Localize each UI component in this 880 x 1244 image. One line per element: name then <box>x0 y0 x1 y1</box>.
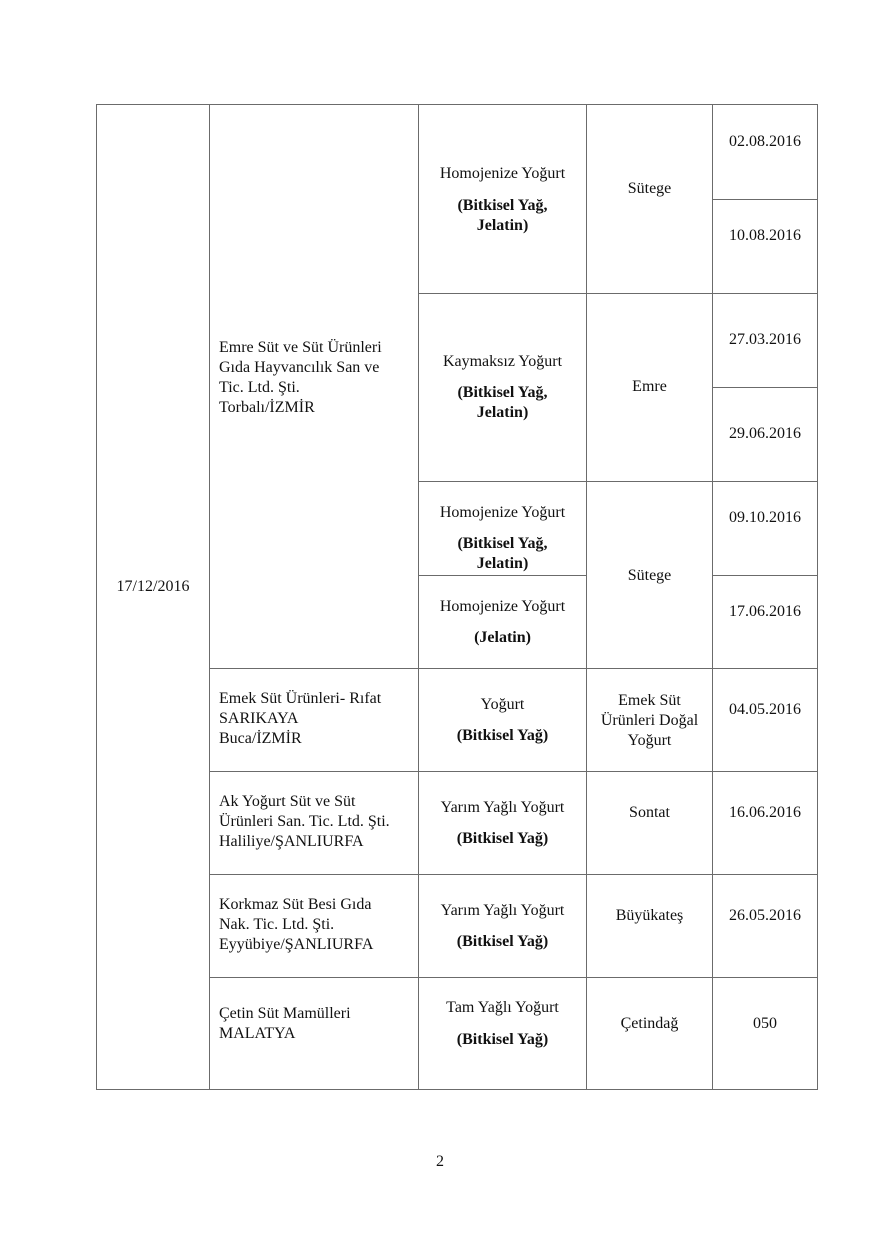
company-line: Korkmaz Süt Besi Gıda <box>219 896 372 913</box>
company-line: Tic. Ltd. Şti. <box>219 379 300 396</box>
product-additive: (Bitkisel Yağ, <box>457 197 548 214</box>
lot-cell <box>712 481 818 576</box>
lot-cell <box>712 668 818 772</box>
lot-text: 17.06.2016 <box>729 603 801 620</box>
brand-cell <box>586 977 713 1090</box>
brand-text: Emre <box>632 378 667 395</box>
company-line: Ak Yoğurt Süt ve Süt <box>219 793 356 810</box>
company-line: Emre Süt ve Süt Ürünleri <box>219 339 382 356</box>
product-name: Homojenize Yoğurt <box>439 504 566 521</box>
company-cell <box>209 874 419 978</box>
company-cell <box>209 104 419 669</box>
product-additive: (Jelatin) <box>474 629 531 646</box>
brand-cell <box>586 104 713 294</box>
company-line: Gıda Hayvancılık San ve <box>219 359 380 376</box>
company-line: Çetin Süt Mamülleri <box>219 1005 351 1022</box>
date-text: 17/12/2016 <box>116 578 190 595</box>
lot-text: 10.08.2016 <box>729 227 801 244</box>
product-cell <box>418 481 587 576</box>
date-cell <box>96 104 210 1090</box>
lot-cell <box>712 874 818 978</box>
company-cell <box>209 668 419 772</box>
product-name: Yarım Yağlı Yoğurt <box>440 902 565 919</box>
product-name: Homojenize Yoğurt <box>439 598 566 615</box>
brand-cell <box>586 293 713 482</box>
company-line: Ürünleri San. Tic. Ltd. Şti. <box>219 813 390 830</box>
lot-cell <box>712 977 818 1090</box>
company-line: Emek Süt Ürünleri- Rıfat <box>219 690 382 707</box>
lot-text: 050 <box>753 1015 777 1032</box>
lot-text: 04.05.2016 <box>729 701 801 718</box>
company-line: Nak. Tic. Ltd. Şti. <box>219 916 335 933</box>
product-name: Yoğurt <box>480 696 525 713</box>
product-additive: (Bitkisel Yağ) <box>456 830 549 847</box>
brand-text: Çetindağ <box>620 1015 679 1032</box>
product-additive: (Bitkisel Yağ) <box>456 727 549 744</box>
product-additive: (Bitkisel Yağ, <box>457 535 548 552</box>
product-name: Tam Yağlı Yoğurt <box>446 999 559 1016</box>
product-additive: (Bitkisel Yağ, <box>457 384 548 401</box>
product-name: Yarım Yağlı Yoğurt <box>440 799 565 816</box>
brand-text: Ürünleri Doğal <box>600 712 699 729</box>
product-cell <box>418 977 587 1090</box>
brand-text: Sontat <box>629 804 670 821</box>
product-cell <box>418 771 587 875</box>
lot-text: 16.06.2016 <box>729 804 801 821</box>
company-line: SARIKAYA <box>219 710 299 727</box>
product-additive: Jelatin) <box>476 404 529 421</box>
brand-cell <box>586 668 713 772</box>
lot-cell <box>712 387 818 482</box>
product-cell <box>418 104 587 294</box>
company-line: Buca/İZMİR <box>219 730 302 747</box>
product-additive: (Bitkisel Yağ) <box>456 933 549 950</box>
brand-text: Emek Süt <box>618 692 681 709</box>
company-cell <box>209 771 419 875</box>
product-additive: Jelatin) <box>476 217 529 234</box>
company-line: MALATYA <box>219 1025 296 1042</box>
product-additive: (Bitkisel Yağ) <box>456 1031 549 1048</box>
brand-cell <box>586 481 713 669</box>
product-additive: Jelatin) <box>476 555 529 572</box>
lot-text: 09.10.2016 <box>729 509 801 526</box>
page-number: 2 <box>436 1153 444 1170</box>
lot-cell <box>712 293 818 388</box>
brand-text: Sütege <box>627 567 672 584</box>
lot-cell <box>712 771 818 875</box>
lot-text: 29.06.2016 <box>729 425 801 442</box>
product-name: Kaymaksız Yoğurt <box>442 353 563 370</box>
lot-text: 27.03.2016 <box>729 331 801 348</box>
brand-text: Yoğurt <box>627 732 672 749</box>
lot-text: 02.08.2016 <box>729 133 801 150</box>
brand-text: Büyükateş <box>615 907 684 924</box>
lot-cell <box>712 104 818 200</box>
product-cell <box>418 575 587 669</box>
brand-text: Sütege <box>627 180 672 197</box>
company-cell <box>209 977 419 1090</box>
brand-cell <box>586 771 713 875</box>
product-name: Homojenize Yoğurt <box>439 165 566 182</box>
company-line: Torbalı/İZMİR <box>219 399 315 416</box>
brand-cell <box>586 874 713 978</box>
lot-cell <box>712 199 818 294</box>
product-cell <box>418 293 587 482</box>
product-cell <box>418 874 587 978</box>
company-line: Haliliye/ŞANLIURFA <box>219 833 364 850</box>
product-cell <box>418 668 587 772</box>
company-line: Eyyübiye/ŞANLIURFA <box>219 936 374 953</box>
lot-cell <box>712 575 818 669</box>
lot-text: 26.05.2016 <box>729 907 801 924</box>
